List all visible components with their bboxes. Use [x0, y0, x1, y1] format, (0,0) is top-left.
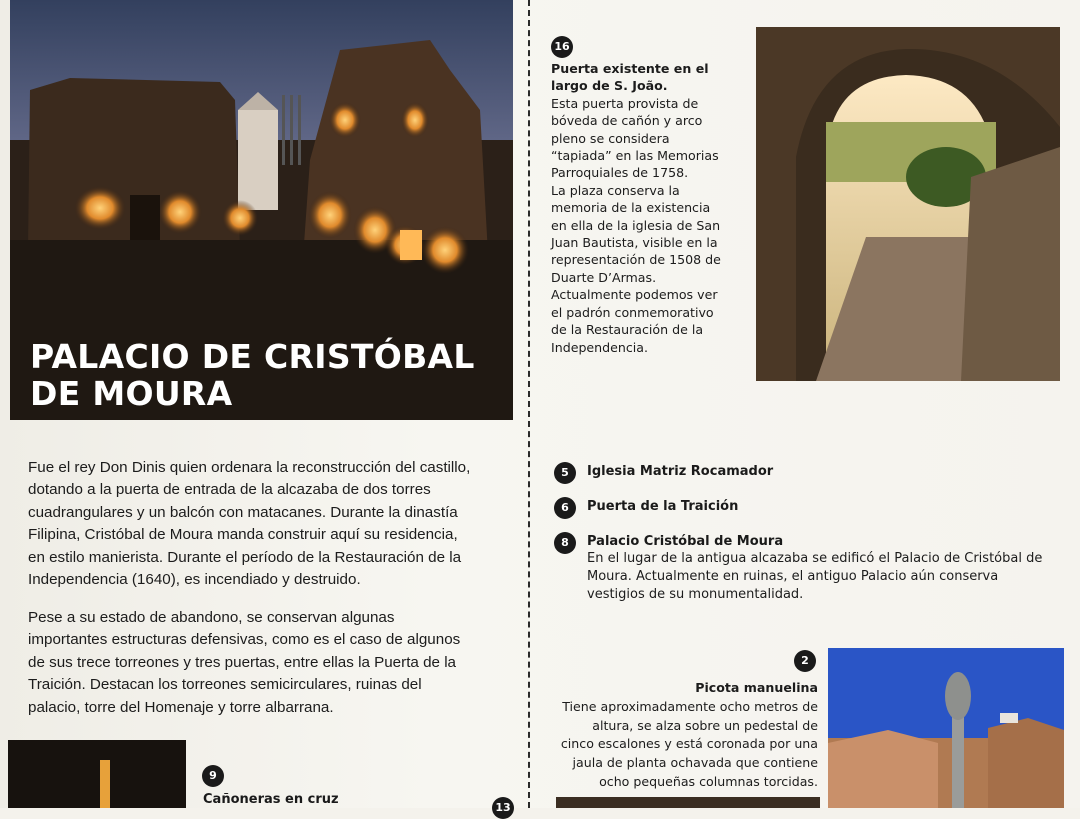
canoneras-heading: Cañoneras en cruz: [203, 792, 339, 807]
intro-paragraph-2: Pese a su estado de abandono, se conservan algunas importantes estructuras defensivas, como es el caso de algunos de sus trece torreones y tres puertas, entre ellas la Puerta de la Traición. Destacan los torreones semicirculares, ruinas del palacio, torre del Homenaje y torre albarrana.: [28, 609, 461, 716]
stop-iglesia-matriz: Iglesia Matriz Rocamador: [587, 464, 774, 479]
badge-5: 5: [554, 462, 576, 484]
bottom-strip-photo: [556, 797, 820, 808]
puerta-title-2: largo de S. João.: [551, 78, 668, 94]
badge-13-partial: 13: [492, 797, 514, 819]
stop-puerta-traicion: Puerta de la Traición: [587, 499, 739, 514]
page-title: [30, 338, 500, 412]
puerta-description: Puerta existente en el largo de S. João. Esta puerta provista de bóveda de cañón y arco pleno se considera “tapiada” en las Memorias Parroquiales de 1758. La plaza conserva la memoria de la existencia en ella de la iglesia de San Juan Bautista, visible en la representación de 1508 de Duarte D’Armas. Actualmente podemos ver el padrón conmemorativo de la Restauración de la Independencia.: [551, 60, 751, 356]
picota-description: Picota manuelina Tiene aproximadamente ocho metros de altura, se alza sobre un pedestal de cinco escalones y está coronada por una jaula de planta ochavada que contiene ocho pequeñas columnas torcidas.: [548, 679, 818, 792]
title-line-2: DE MOURA: [30, 374, 233, 413]
stop-palacio-description: En el lugar de la antigua alcazaba se edificó el Palacio de Cristóbal de Moura. Actualmente en ruinas, el antiguo Palacio aún conserva vestigios de su monumentalidad.: [587, 551, 1043, 602]
stop-palacio-cristobal: Palacio Cristóbal de Moura: [587, 534, 784, 549]
badge-2: 2: [794, 650, 816, 672]
badge-16: 16: [551, 36, 573, 58]
title-line-1: PALACIO DE CRISTÓBAL: [30, 337, 475, 376]
canoneras-photo: [8, 740, 186, 808]
badge-6: 6: [554, 497, 576, 519]
puerta-title-1: Puerta existente en el: [551, 61, 709, 76]
badge-9: 9: [202, 765, 224, 787]
stone-arch-photo: [756, 27, 1060, 381]
fold-divider: [528, 0, 530, 808]
picota-title: Picota manuelina: [695, 680, 818, 695]
badge-8: 8: [554, 532, 576, 554]
intro-paragraph-1: Fue el rey Don Dinis quien ordenara la reconstrucción del castillo, dotando a la puerta de entrada de la alcazaba de dos torres cuadrangulares y un balcón con matacanes. Durante la dinastía Filipina, Cristóbal de Moura manda construir aquí su residencia, en estilo manierista. Durante el período de la Restauración de la Independencia (1640), es incendiado y destruido.: [28, 459, 471, 589]
picota-photo: [828, 648, 1064, 808]
